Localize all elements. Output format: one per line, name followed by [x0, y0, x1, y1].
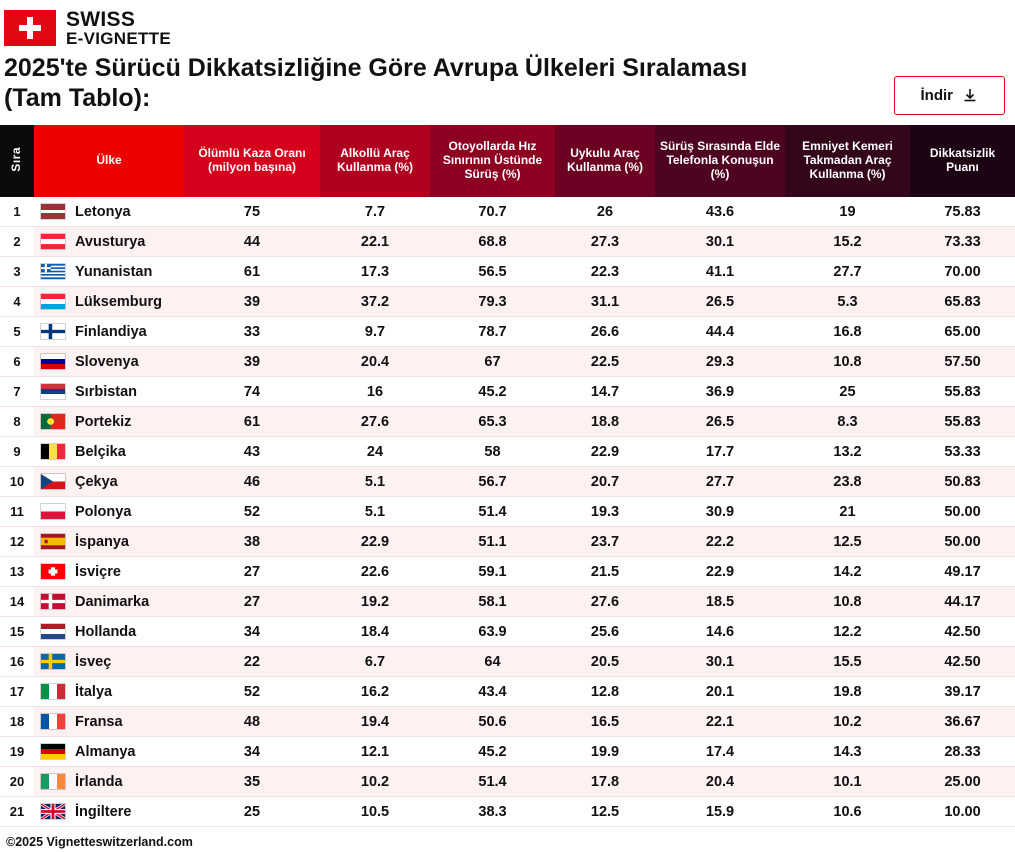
- cell-drowsy-driving: 22.3: [555, 257, 655, 287]
- cell-distraction-score: 57.50: [910, 347, 1015, 377]
- cell-fatal-accidents: 44: [184, 227, 320, 257]
- table-row: [0, 437, 1015, 467]
- cell-drink-driving: 9.7: [320, 317, 430, 347]
- cell-drink-driving: 10.2: [320, 767, 430, 797]
- cell-speeding: 70.7: [430, 197, 555, 227]
- country-name: Çekya: [75, 473, 118, 490]
- column-header-country: Ülke: [34, 125, 184, 197]
- cell-no-seatbelt: 10.1: [785, 767, 910, 797]
- cell-no-seatbelt: 8.3: [785, 407, 910, 437]
- cell-fatal-accidents: 39: [184, 287, 320, 317]
- cell-drink-driving: 6.7: [320, 647, 430, 677]
- table-row: [0, 587, 1015, 617]
- country-name: Avusturya: [75, 233, 146, 250]
- cell-rank: 5: [0, 317, 34, 347]
- cell-fatal-accidents: 22: [184, 647, 320, 677]
- table-row: [0, 797, 1015, 827]
- cell-speeding: 45.2: [430, 377, 555, 407]
- cell-country: [34, 557, 184, 587]
- cell-distraction-score: 28.33: [910, 737, 1015, 767]
- cell-rank: 9: [0, 437, 34, 467]
- cell-speeding: 56.5: [430, 257, 555, 287]
- table-row: [0, 257, 1015, 287]
- cell-distraction-score: 50.00: [910, 527, 1015, 557]
- cell-fatal-accidents: 27: [184, 587, 320, 617]
- cell-country: [34, 347, 184, 377]
- flag-lu-icon: [40, 293, 66, 310]
- cell-drowsy-driving: 12.5: [555, 797, 655, 827]
- cell-fatal-accidents: 46: [184, 467, 320, 497]
- cell-no-seatbelt: 10.2: [785, 707, 910, 737]
- cell-phone-use: 20.1: [655, 677, 785, 707]
- cell-phone-use: 22.1: [655, 707, 785, 737]
- cell-no-seatbelt: 14.2: [785, 557, 910, 587]
- table-row: [0, 707, 1015, 737]
- cell-no-seatbelt: 15.5: [785, 647, 910, 677]
- cell-drink-driving: 19.4: [320, 707, 430, 737]
- cell-rank: 4: [0, 287, 34, 317]
- cell-distraction-score: 73.33: [910, 227, 1015, 257]
- cell-drowsy-driving: 26: [555, 197, 655, 227]
- flag-fr-icon: [40, 713, 66, 730]
- country-name: Lüksemburg: [75, 293, 163, 310]
- cell-drink-driving: 10.5: [320, 797, 430, 827]
- cell-country: [34, 647, 184, 677]
- cell-no-seatbelt: 21: [785, 497, 910, 527]
- cell-rank: 2: [0, 227, 34, 257]
- cell-drink-driving: 17.3: [320, 257, 430, 287]
- cell-fatal-accidents: 25: [184, 797, 320, 827]
- brand-header: [0, 0, 1015, 48]
- flag-dk-icon: [40, 593, 66, 610]
- cell-no-seatbelt: 27.7: [785, 257, 910, 287]
- column-header-phone-use: Sürüş Sırasında Elde Telefonla Konuşun (%): [655, 125, 785, 197]
- cell-country: [34, 377, 184, 407]
- cell-distraction-score: 55.83: [910, 377, 1015, 407]
- cell-speeding: 51.4: [430, 497, 555, 527]
- cell-rank: 8: [0, 407, 34, 437]
- cell-country: [34, 437, 184, 467]
- cell-fatal-accidents: 52: [184, 677, 320, 707]
- table-row: [0, 287, 1015, 317]
- flag-gb-icon: [40, 803, 66, 820]
- cell-speeding: 50.6: [430, 707, 555, 737]
- cell-country: [34, 677, 184, 707]
- cell-no-seatbelt: 12.5: [785, 527, 910, 557]
- cell-fatal-accidents: 34: [184, 617, 320, 647]
- title-row: [0, 48, 1015, 115]
- column-header-fatal-accidents: Ölümlü Kaza Oranı (milyon başına): [184, 125, 320, 197]
- cell-country: [34, 407, 184, 437]
- cell-no-seatbelt: 19: [785, 197, 910, 227]
- cell-speeding: 45.2: [430, 737, 555, 767]
- cell-fatal-accidents: 33: [184, 317, 320, 347]
- cell-fatal-accidents: 52: [184, 497, 320, 527]
- cell-fatal-accidents: 34: [184, 737, 320, 767]
- cell-drink-driving: 22.9: [320, 527, 430, 557]
- cell-distraction-score: 65.83: [910, 287, 1015, 317]
- flag-pt-icon: [40, 413, 66, 430]
- flag-pl-icon: [40, 503, 66, 520]
- cell-distraction-score: 70.00: [910, 257, 1015, 287]
- cell-phone-use: 27.7: [655, 467, 785, 497]
- cell-speeding: 64: [430, 647, 555, 677]
- table-row: [0, 647, 1015, 677]
- cell-drowsy-driving: 31.1: [555, 287, 655, 317]
- cell-country: [34, 707, 184, 737]
- column-header-no-seatbelt: Emniyet Kemeri Takmadan Araç Kullanma (%): [785, 125, 910, 197]
- cell-drink-driving: 5.1: [320, 497, 430, 527]
- cell-phone-use: 41.1: [655, 257, 785, 287]
- flag-at-icon: [40, 233, 66, 250]
- cell-drink-driving: 24: [320, 437, 430, 467]
- table-row: [0, 677, 1015, 707]
- column-header-rank-label: Sıra: [9, 146, 24, 172]
- column-header-drink-driving: Alkollü Araç Kullanma (%): [320, 125, 430, 197]
- cell-speeding: 63.9: [430, 617, 555, 647]
- cell-drowsy-driving: 17.8: [555, 767, 655, 797]
- brand-wordmark: [66, 9, 171, 48]
- cell-phone-use: 20.4: [655, 767, 785, 797]
- cell-rank: 19: [0, 737, 34, 767]
- cell-country: [34, 617, 184, 647]
- cell-fatal-accidents: 39: [184, 347, 320, 377]
- cell-drowsy-driving: 12.8: [555, 677, 655, 707]
- cell-fatal-accidents: 75: [184, 197, 320, 227]
- cell-drowsy-driving: 26.6: [555, 317, 655, 347]
- cell-speeding: 38.3: [430, 797, 555, 827]
- cell-drink-driving: 16: [320, 377, 430, 407]
- cell-rank: 18: [0, 707, 34, 737]
- country-name: İngiltere: [75, 803, 132, 820]
- cell-drowsy-driving: 19.3: [555, 497, 655, 527]
- cell-no-seatbelt: 10.6: [785, 797, 910, 827]
- table-header-row: [0, 125, 1015, 197]
- country-name: İspanya: [75, 533, 129, 550]
- footer-copyright: ©2025 Vignetteswitzerland.com: [6, 835, 193, 849]
- cell-country: [34, 767, 184, 797]
- country-name: Yunanistan: [75, 263, 153, 280]
- cell-rank: 10: [0, 467, 34, 497]
- cell-phone-use: 44.4: [655, 317, 785, 347]
- cell-drowsy-driving: 20.7: [555, 467, 655, 497]
- flag-ch-icon: [40, 563, 66, 580]
- cell-rank: 17: [0, 677, 34, 707]
- cell-speeding: 56.7: [430, 467, 555, 497]
- cell-speeding: 51.1: [430, 527, 555, 557]
- cell-rank: 1: [0, 197, 34, 227]
- cell-fatal-accidents: 61: [184, 407, 320, 437]
- cell-phone-use: 14.6: [655, 617, 785, 647]
- cell-drink-driving: 27.6: [320, 407, 430, 437]
- cell-country: [34, 737, 184, 767]
- cell-distraction-score: 53.33: [910, 437, 1015, 467]
- cell-rank: 6: [0, 347, 34, 377]
- cell-phone-use: 36.9: [655, 377, 785, 407]
- cell-drowsy-driving: 27.3: [555, 227, 655, 257]
- flag-rs-icon: [40, 383, 66, 400]
- cell-speeding: 43.4: [430, 677, 555, 707]
- cell-no-seatbelt: 5.3: [785, 287, 910, 317]
- cell-no-seatbelt: 15.2: [785, 227, 910, 257]
- table-row: [0, 737, 1015, 767]
- cell-distraction-score: 50.83: [910, 467, 1015, 497]
- cell-phone-use: 22.9: [655, 557, 785, 587]
- cell-phone-use: 30.1: [655, 647, 785, 677]
- cell-no-seatbelt: 23.8: [785, 467, 910, 497]
- cell-distraction-score: 42.50: [910, 647, 1015, 677]
- column-header-drowsy-driving: Uykulu Araç Kullanma (%): [555, 125, 655, 197]
- country-name: Sırbistan: [75, 383, 138, 400]
- cell-fatal-accidents: 35: [184, 767, 320, 797]
- flag-ie-icon: [40, 773, 66, 790]
- cell-distraction-score: 49.17: [910, 557, 1015, 587]
- cell-country: [34, 797, 184, 827]
- cell-no-seatbelt: 13.2: [785, 437, 910, 467]
- cell-drink-driving: 19.2: [320, 587, 430, 617]
- flag-be-icon: [40, 443, 66, 460]
- cell-rank: 21: [0, 797, 34, 827]
- cell-drowsy-driving: 25.6: [555, 617, 655, 647]
- table-row: [0, 407, 1015, 437]
- cell-country: [34, 467, 184, 497]
- cell-no-seatbelt: 25: [785, 377, 910, 407]
- flag-lv-icon: [40, 203, 66, 220]
- table-body: [0, 197, 1015, 827]
- cell-no-seatbelt: 10.8: [785, 347, 910, 377]
- cell-speeding: 79.3: [430, 287, 555, 317]
- cell-speeding: 65.3: [430, 407, 555, 437]
- cell-country: [34, 527, 184, 557]
- cell-fatal-accidents: 74: [184, 377, 320, 407]
- cell-drowsy-driving: 22.5: [555, 347, 655, 377]
- country-name: Danimarka: [75, 593, 150, 610]
- cell-distraction-score: 25.00: [910, 767, 1015, 797]
- cell-speeding: 51.4: [430, 767, 555, 797]
- cell-drink-driving: 16.2: [320, 677, 430, 707]
- table-row: [0, 317, 1015, 347]
- table-row: [0, 467, 1015, 497]
- cell-distraction-score: 75.83: [910, 197, 1015, 227]
- table-row: [0, 377, 1015, 407]
- cell-phone-use: 22.2: [655, 527, 785, 557]
- cell-rank: 16: [0, 647, 34, 677]
- cell-speeding: 68.8: [430, 227, 555, 257]
- table-row: [0, 767, 1015, 797]
- cell-drowsy-driving: 22.9: [555, 437, 655, 467]
- country-name: İsveç: [75, 653, 112, 670]
- country-name: Letonya: [75, 203, 131, 220]
- country-name: Polonya: [75, 503, 132, 520]
- cell-distraction-score: 50.00: [910, 497, 1015, 527]
- cell-country: [34, 257, 184, 287]
- column-header-speeding: Otoyollarda Hız Sınırının Üstünde Sürüş (%): [430, 125, 555, 197]
- flag-cz-icon: [40, 473, 66, 490]
- cell-drink-driving: 22.1: [320, 227, 430, 257]
- country-name: Portekiz: [75, 413, 132, 430]
- cell-drowsy-driving: 14.7: [555, 377, 655, 407]
- download-button-label: İndir: [920, 87, 953, 104]
- table-row: [0, 347, 1015, 377]
- cell-drink-driving: 5.1: [320, 467, 430, 497]
- flag-si-icon: [40, 353, 66, 370]
- table-row: [0, 617, 1015, 647]
- cell-phone-use: 30.9: [655, 497, 785, 527]
- download-icon: [962, 88, 978, 104]
- table-row: [0, 497, 1015, 527]
- ranking-table: [0, 125, 1015, 827]
- country-name: İsviçre: [75, 563, 121, 580]
- cell-drink-driving: 18.4: [320, 617, 430, 647]
- cell-speeding: 58: [430, 437, 555, 467]
- flag-gr-icon: [40, 263, 66, 280]
- flag-nl-icon: [40, 623, 66, 640]
- cell-distraction-score: 36.67: [910, 707, 1015, 737]
- cell-phone-use: 26.5: [655, 407, 785, 437]
- cell-phone-use: 17.4: [655, 737, 785, 767]
- country-name: Slovenya: [75, 353, 139, 370]
- table-header: [0, 125, 1015, 197]
- country-name: Hollanda: [75, 623, 137, 640]
- column-header-rank: [0, 125, 34, 197]
- country-name: İrlanda: [75, 773, 123, 790]
- table-row: [0, 197, 1015, 227]
- cell-drowsy-driving: 16.5: [555, 707, 655, 737]
- cell-rank: 14: [0, 587, 34, 617]
- cell-phone-use: 15.9: [655, 797, 785, 827]
- swiss-flag-icon: [4, 10, 56, 46]
- flag-se-icon: [40, 653, 66, 670]
- brand-line-1: SWISS: [66, 7, 136, 31]
- cell-rank: 20: [0, 767, 34, 797]
- cell-drink-driving: 7.7: [320, 197, 430, 227]
- cell-drowsy-driving: 27.6: [555, 587, 655, 617]
- cell-speeding: 58.1: [430, 587, 555, 617]
- cell-no-seatbelt: 16.8: [785, 317, 910, 347]
- country-name: Fransa: [75, 713, 123, 730]
- cell-country: [34, 197, 184, 227]
- cell-phone-use: 43.6: [655, 197, 785, 227]
- cell-drink-driving: 37.2: [320, 287, 430, 317]
- cell-distraction-score: 10.00: [910, 797, 1015, 827]
- cell-fatal-accidents: 43: [184, 437, 320, 467]
- page-title: 2025'te Sürücü Dikkatsizliğine Göre Avrupa Ülkeleri Sıralaması (Tam Tablo):: [4, 54, 748, 112]
- cell-fatal-accidents: 48: [184, 707, 320, 737]
- cell-speeding: 67: [430, 347, 555, 377]
- table-row: [0, 227, 1015, 257]
- cell-drowsy-driving: 23.7: [555, 527, 655, 557]
- cell-distraction-score: 44.17: [910, 587, 1015, 617]
- cell-no-seatbelt: 14.3: [785, 737, 910, 767]
- cell-drink-driving: 22.6: [320, 557, 430, 587]
- country-name: Almanya: [75, 743, 136, 760]
- cell-speeding: 59.1: [430, 557, 555, 587]
- country-name: İtalya: [75, 683, 113, 700]
- cell-drowsy-driving: 20.5: [555, 647, 655, 677]
- table-row: [0, 527, 1015, 557]
- cell-rank: 7: [0, 377, 34, 407]
- flag-fi-icon: [40, 323, 66, 340]
- cell-distraction-score: 55.83: [910, 407, 1015, 437]
- cell-fatal-accidents: 27: [184, 557, 320, 587]
- cell-fatal-accidents: 38: [184, 527, 320, 557]
- column-header-distraction-score: Dikkatsizlik Puanı: [910, 125, 1015, 197]
- cell-country: [34, 227, 184, 257]
- download-button[interactable]: [894, 76, 1006, 115]
- cell-country: [34, 497, 184, 527]
- cell-rank: 13: [0, 557, 34, 587]
- flag-es-icon: [40, 533, 66, 550]
- cell-drowsy-driving: 21.5: [555, 557, 655, 587]
- cell-drink-driving: 12.1: [320, 737, 430, 767]
- cell-fatal-accidents: 61: [184, 257, 320, 287]
- cell-country: [34, 287, 184, 317]
- cell-rank: 15: [0, 617, 34, 647]
- country-name: Belçika: [75, 443, 126, 460]
- cell-phone-use: 29.3: [655, 347, 785, 377]
- cell-drowsy-driving: 19.9: [555, 737, 655, 767]
- cell-phone-use: 26.5: [655, 287, 785, 317]
- cell-rank: 12: [0, 527, 34, 557]
- cell-country: [34, 587, 184, 617]
- cell-phone-use: 17.7: [655, 437, 785, 467]
- cell-distraction-score: 42.50: [910, 617, 1015, 647]
- cell-phone-use: 30.1: [655, 227, 785, 257]
- cell-distraction-score: 39.17: [910, 677, 1015, 707]
- cell-rank: 3: [0, 257, 34, 287]
- cell-no-seatbelt: 19.8: [785, 677, 910, 707]
- flag-it-icon: [40, 683, 66, 700]
- cell-rank: 11: [0, 497, 34, 527]
- flag-de-icon: [40, 743, 66, 760]
- cell-no-seatbelt: 10.8: [785, 587, 910, 617]
- cell-distraction-score: 65.00: [910, 317, 1015, 347]
- cell-no-seatbelt: 12.2: [785, 617, 910, 647]
- cell-phone-use: 18.5: [655, 587, 785, 617]
- cell-drink-driving: 20.4: [320, 347, 430, 377]
- cell-drowsy-driving: 18.8: [555, 407, 655, 437]
- country-name: Finlandiya: [75, 323, 147, 340]
- brand-line-2: E-VIGNETTE: [66, 29, 172, 49]
- cell-country: [34, 317, 184, 347]
- table-row: [0, 557, 1015, 587]
- cell-speeding: 78.7: [430, 317, 555, 347]
